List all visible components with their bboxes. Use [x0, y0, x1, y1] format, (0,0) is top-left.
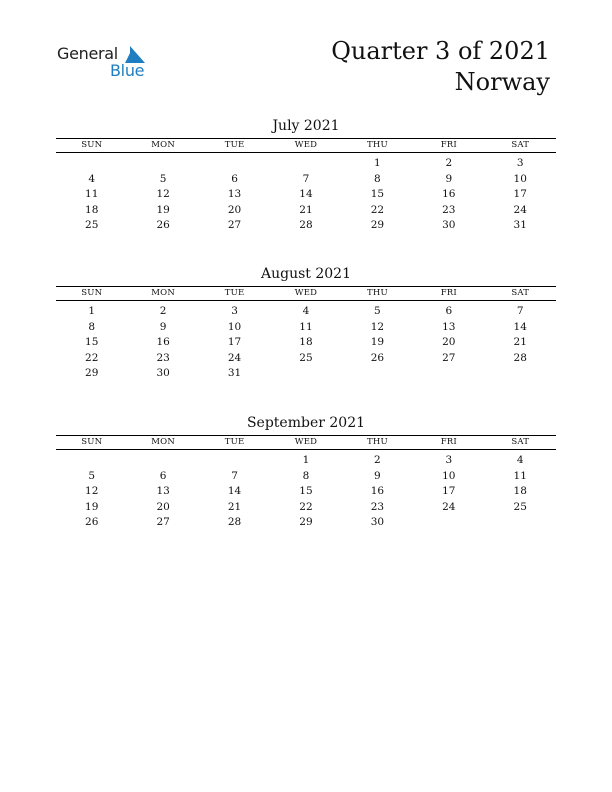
week-row	[56, 187, 556, 203]
day-cell: 28	[227, 516, 242, 529]
day-cell: 15	[370, 188, 385, 201]
day-cell: 23	[156, 351, 170, 364]
day-cell: 7	[516, 305, 524, 317]
day-cell: 13	[227, 188, 242, 201]
day-cell: 17	[227, 336, 242, 349]
weekday-label: THU	[366, 288, 388, 298]
day-cell: 17	[513, 188, 527, 201]
week-row	[56, 335, 556, 351]
weekday-label: THU	[366, 437, 388, 447]
weekday-label: FRI	[440, 437, 457, 447]
weekday-label: TUE	[224, 140, 245, 150]
day-cell: 3	[445, 454, 453, 466]
weekday-bottom-rule	[56, 152, 556, 153]
day-cell	[413, 515, 484, 531]
weekday-label: WED	[294, 437, 318, 447]
day-cell: 14	[513, 320, 527, 333]
day-cell: 13	[442, 320, 456, 333]
weekday-label: SAT	[511, 140, 530, 150]
day-cell: 5	[159, 172, 167, 185]
day-cell: 28	[299, 219, 313, 232]
day-cell: 16	[442, 188, 456, 201]
day-cell: 18	[299, 336, 313, 349]
day-cell: 27	[442, 351, 456, 364]
day-cell: 22	[85, 351, 99, 364]
day-cell: 18	[513, 485, 527, 498]
day-cell: 30	[370, 516, 385, 529]
day-cell: 30	[156, 367, 170, 380]
month-title: August 2021	[261, 266, 351, 282]
day-cell: 6	[231, 172, 238, 185]
week-row	[56, 469, 556, 485]
day-cell: 19	[85, 500, 99, 513]
day-cell: 12	[85, 485, 99, 498]
logo-word-blue: Blue	[110, 61, 145, 80]
day-cell: 6	[159, 469, 167, 482]
day-cell: 9	[159, 320, 167, 333]
day-cell: 3	[516, 157, 524, 169]
day-cell: 14	[299, 188, 313, 201]
month-grid	[56, 156, 556, 234]
week-row	[56, 218, 556, 234]
weekday-label: MON	[151, 437, 175, 447]
page-subtitle: Norway	[454, 68, 550, 96]
month-grid	[56, 453, 556, 531]
week-row	[56, 484, 556, 500]
week-row	[56, 156, 556, 172]
day-cell: 11	[299, 320, 313, 333]
week-row	[56, 515, 556, 531]
day-cell: 2	[159, 305, 167, 317]
day-cell: 14	[227, 485, 242, 498]
day-cell: 27	[227, 219, 242, 232]
week-row	[56, 453, 556, 469]
day-cell: 31	[227, 367, 242, 380]
day-cell: 26	[85, 516, 99, 529]
day-cell: 2	[445, 157, 453, 169]
weekday-label: FRI	[440, 288, 457, 298]
page-header	[331, 36, 550, 98]
day-cell: 7	[231, 469, 238, 482]
day-cell: 27	[156, 516, 170, 529]
day-cell	[270, 366, 341, 382]
day-cell: 24	[227, 351, 242, 364]
day-cell: 19	[370, 336, 385, 349]
day-cell: 4	[516, 454, 524, 466]
week-row	[56, 172, 556, 188]
day-cell: 19	[156, 203, 170, 216]
day-cell: 29	[299, 516, 313, 529]
week-row	[56, 320, 556, 336]
day-cell: 12	[156, 188, 170, 201]
day-cell: 15	[85, 336, 99, 349]
day-cell: 20	[227, 203, 242, 216]
day-cell: 9	[445, 172, 453, 185]
day-cell: 4	[88, 172, 96, 185]
weekday-label: MON	[151, 140, 175, 150]
day-cell: 5	[374, 305, 381, 317]
day-cell: 3	[231, 305, 238, 317]
page-title: Quarter 3 of 2021	[331, 37, 550, 65]
weekday-bottom-rule	[56, 449, 556, 450]
week-row	[56, 304, 556, 320]
day-cell	[56, 453, 127, 469]
day-cell: 20	[442, 336, 456, 349]
day-cell: 16	[370, 485, 385, 498]
day-cell	[270, 156, 341, 172]
day-cell: 20	[156, 500, 170, 513]
day-cell: 1	[302, 454, 310, 466]
day-cell: 28	[513, 351, 527, 364]
day-cell: 24	[513, 203, 527, 216]
day-cell: 11	[513, 469, 527, 482]
day-cell	[485, 515, 556, 531]
day-cell: 9	[374, 469, 381, 482]
day-cell	[127, 453, 198, 469]
day-cell: 22	[370, 203, 385, 216]
week-row	[56, 351, 556, 367]
day-cell: 10	[227, 320, 242, 333]
day-cell	[199, 453, 270, 469]
weekday-label: WED	[294, 140, 318, 150]
weekday-label: SUN	[81, 140, 103, 150]
day-cell: 1	[374, 157, 381, 169]
month-block-september	[56, 414, 556, 531]
day-cell: 8	[302, 469, 310, 482]
day-cell: 17	[442, 485, 456, 498]
day-cell: 24	[442, 500, 456, 513]
weekday-header-row	[56, 436, 556, 449]
day-cell	[56, 156, 127, 172]
day-cell: 8	[374, 172, 381, 185]
weekday-header-row	[56, 287, 556, 300]
day-cell: 18	[85, 203, 99, 216]
day-cell: 2	[374, 454, 381, 466]
weekday-bottom-rule	[56, 300, 556, 301]
day-cell: 15	[299, 485, 313, 498]
day-cell: 23	[442, 203, 456, 216]
week-row	[56, 366, 556, 382]
day-cell: 21	[299, 203, 313, 216]
day-cell: 30	[442, 219, 456, 232]
generalblue-logo	[57, 44, 157, 82]
day-cell: 8	[88, 320, 96, 333]
day-cell	[413, 366, 484, 382]
day-cell: 10	[442, 469, 456, 482]
day-cell: 29	[85, 367, 99, 380]
month-grid	[56, 304, 556, 382]
weekday-label: TUE	[224, 288, 245, 298]
weekday-label: SUN	[81, 437, 103, 447]
day-cell: 26	[370, 351, 385, 364]
weekday-label: WED	[294, 288, 318, 298]
weekday-label: TUE	[224, 437, 245, 447]
month-title: July 2021	[272, 118, 340, 134]
logo-word-general: General	[57, 44, 118, 63]
day-cell: 22	[299, 500, 313, 513]
day-cell	[485, 366, 556, 382]
weekday-label: THU	[366, 140, 388, 150]
month-block-august	[56, 265, 556, 382]
day-cell: 16	[156, 336, 170, 349]
week-row	[56, 500, 556, 516]
month-title: September 2021	[246, 415, 366, 431]
day-cell: 29	[370, 219, 385, 232]
day-cell: 6	[445, 305, 453, 317]
day-cell: 23	[370, 500, 385, 513]
weekday-label: SUN	[81, 288, 103, 298]
day-cell: 1	[88, 305, 96, 317]
day-cell: 21	[227, 500, 242, 513]
day-cell	[199, 156, 270, 172]
day-cell: 7	[302, 172, 310, 185]
day-cell: 4	[302, 305, 310, 317]
day-cell: 5	[88, 469, 96, 482]
weekday-label: FRI	[440, 140, 457, 150]
day-cell: 11	[85, 188, 99, 201]
weekday-label: SAT	[511, 288, 530, 298]
month-block-july	[56, 117, 556, 234]
day-cell: 21	[513, 336, 527, 349]
weekday-label: SAT	[511, 437, 530, 447]
day-cell: 25	[513, 500, 527, 513]
day-cell: 25	[85, 219, 99, 232]
day-cell: 31	[513, 219, 527, 232]
day-cell	[342, 366, 413, 382]
week-row	[56, 203, 556, 219]
day-cell: 25	[299, 351, 313, 364]
day-cell: 10	[513, 172, 527, 185]
weekday-label: MON	[151, 288, 175, 298]
day-cell: 13	[156, 485, 170, 498]
day-cell: 12	[370, 320, 385, 333]
day-cell	[127, 156, 198, 172]
day-cell: 26	[156, 219, 170, 232]
weekday-header-row	[56, 139, 556, 152]
